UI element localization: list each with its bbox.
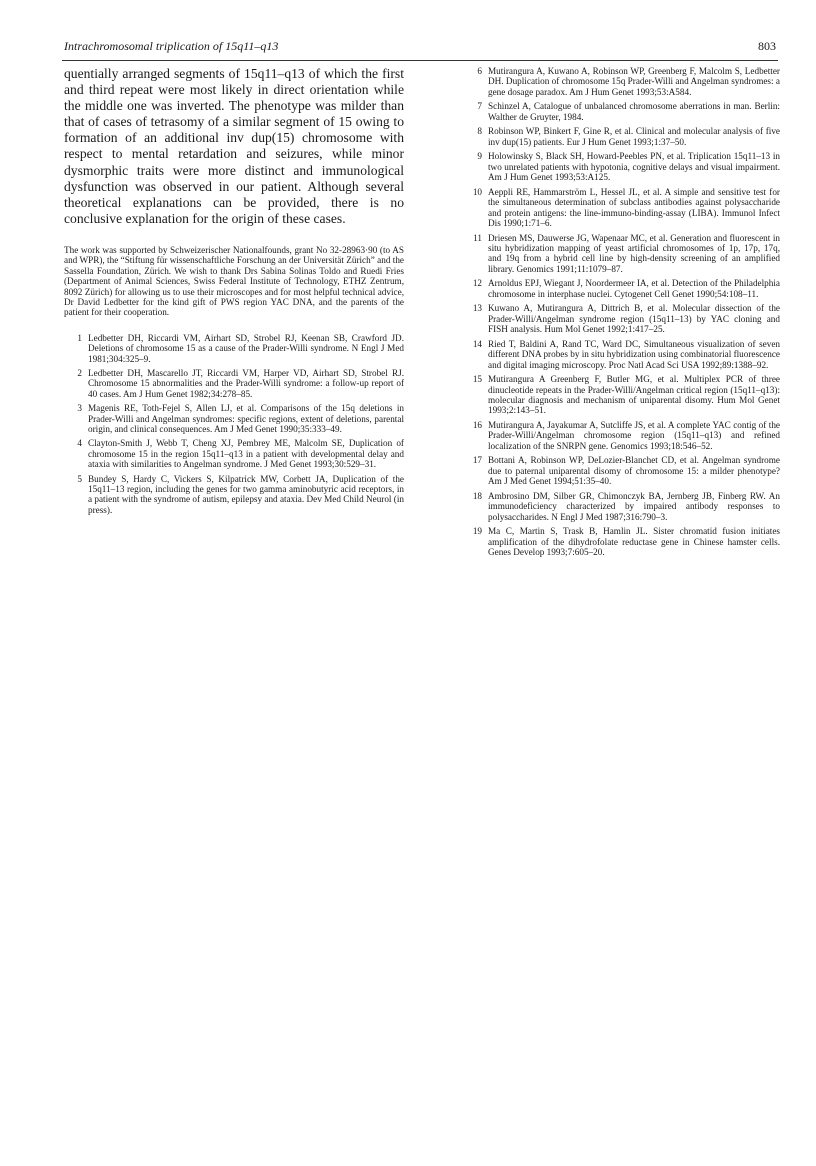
- reference-text: Magenis RE, Toth-Fejel S, Allen LJ, et al. Comparisons of the 15q deletions in Prader-Willi and Angelman syndromes: specific regions, extent of deletions, parental origin, and clinical consequences. Am J Med Genet 1990;35:333–49.: [88, 403, 404, 435]
- reference-number: 6: [477, 66, 482, 76]
- reference-text: Driesen MS, Dauwerse JG, Wapenaar MC, et al. Generation and fluorescent in situ hybridization mapping of yeast artificial chromosomes of 1p, 17p, 17q, and 19q from a hybrid cell line by high-density screening of an amplified library. Genomics 1991;11:1079–87.: [488, 232, 780, 274]
- reference-number: 15: [472, 374, 482, 385]
- reference-number: 16: [472, 420, 482, 431]
- reference-text: Mutirangura A, Jayakumar A, Sutcliffe JS, et al. A complete YAC contig of the Prader-Willi/Angelman chromosome region (15q11–q13) and refined localization of the SNRPN gene. Genomics 1993;18:546–52.: [488, 420, 780, 451]
- reference-item: [464, 151, 780, 182]
- reference-text: Mutirangura A, Kuwano A, Robinson WP, Greenberg F, Malcolm S, Ledbetter DH. Duplication of chromosome 15q Prader-Willi and Angelman syndromes: a gene dosage paradox. Am J Hum Genet 1993;53:A584.: [488, 66, 780, 97]
- reference-number: 3: [77, 403, 82, 414]
- reference-item: [64, 438, 404, 469]
- running-header: [62, 38, 778, 61]
- body-paragraph: quentially arranged segments of 15q11–q13 of which the first and third repeat were most likely in direct orientation while the middle one was inverted. The phenotype was milder than that of cases of tetrasomy of a similar segment of 15 owing to formation of an additional inv dup(15) chromosome with respect to mental retardation and seizures, while minor dysmorphic traits were more distinct and immunological dysfunction was observed in our patient. Although several theoretical explanations can be provided, there is no conclusive explanation for the origin of these cases.: [64, 66, 404, 226]
- reference-text: Bundey S, Hardy C, Vickers S, Kilpatrick MW, Corbett JA, Duplication of the 15q11–13 region, including the genes for two gamma aminobutyric acid receptors, in a patient with the syndrome of autism, epilepsy and ataxia. Dev Med Child Neurol (in press).: [88, 473, 404, 515]
- acknowledgement: The work was supported by Schweizerischer Nationalfounds, grant No 32-28963·90 (to AS and WPR), the “Stiftung für wissenschaftliche Forschung an der Universität Zürich” and the Sassella Foundation, Zürich. We wish to thank Drs Sabina Solinas Toldo and Ruedi Fries (Department of Animal Sciences, Swiss Federal Institute of Technology, ETHZ Zentrum, 8092 Zürich) for allowing us to use their microscopes and for most helpful technical advice, Dr David Ledbetter for the kind gift of PWS region YAC DNA, and the parents of the patient for their cooperation.: [64, 244, 404, 318]
- reference-text: Ledbetter DH, Mascarello JT, Riccardi VM, Harper VD, Airhart SD, Strobel RJ. Chromosome 15 abnormalities and the Prader-Willi syndrome: a follow-up report of 40 cases. Am J Hum Genet 1982;34:278–85.: [88, 368, 404, 399]
- reference-text: Holowinsky S, Black SH, Howard-Peebles PN, et al. Triplication 15q11–13 in two unrelated patients with hypotonia, cognitive delays and visual impairment. Am J Hum Genet 1993;53:A125.: [488, 151, 780, 183]
- reference-list-right: [464, 66, 780, 558]
- reference-number: 5: [77, 473, 82, 484]
- reference-number: 12: [472, 278, 482, 289]
- running-title: Intrachromosomal triplication of 15q11–q13: [64, 39, 279, 53]
- reference-item: [464, 339, 780, 370]
- reference-text: Arnoldus EPJ, Wiegant J, Noordermeer IA, et al. Detection of the Philadelphia chromosome in interphase nuclei. Cytogenet Cell Genet 1990;54:108–11.: [488, 278, 780, 299]
- reference-number: 4: [77, 438, 82, 449]
- reference-item: [64, 403, 404, 434]
- reference-text: Schinzel A, Catalogue of unbalanced chromosome aberrations in man. Berlin: Walther de Gruyter, 1984.: [488, 101, 780, 122]
- reference-number: 2: [77, 368, 82, 378]
- reference-item: [64, 474, 404, 516]
- reference-text: Ma C, Martin S, Trask B, Hamlin JL. Sister chromatid fusion initiates amplification of the dihydrofolate reductase gene in Chinese hamster cells. Genes Develop 1993;7:605–20.: [488, 526, 780, 558]
- reference-text: Mutirangura A Greenberg F, Butler MG, et al. Multiplex PCR of three dinucleotide repeats in the Prader-Willi/Angelman critical region (15q11–q13): molecular diagnosis and mechanism of uniparental disomy. Hum Mol Genet 1993;2:143–51.: [488, 374, 780, 416]
- reference-item: [464, 126, 780, 147]
- reference-text: Aeppli RE, Hammarström L, Hessel JL, et al. A simple and sensitive test for the simultaneous determination of subclass antibodies against polysaccharide and protein antigens: the line-immuno-binding-assay (LIBA). Immunol Infect Dis 1990;1:71–6.: [488, 186, 780, 229]
- reference-item: [464, 278, 780, 299]
- reference-item: [464, 420, 780, 451]
- reference-list-left: [64, 333, 404, 516]
- reference-number: 18: [472, 490, 482, 501]
- reference-text: Ledbetter DH, Riccardi VM, Airhart SD, Strobel RJ, Keenan SB, Crawford JD. Deletions of chromosome 15 as a cause of the Prader-Willi syndrome. N Engl J Med 1981;304:325–9.: [88, 332, 404, 364]
- right-column: [464, 66, 780, 562]
- page-number: 803: [758, 39, 776, 53]
- reference-item: [464, 526, 780, 557]
- reference-number: 14: [472, 338, 482, 349]
- reference-text: Bottani A, Robinson WP, DeLozier-Blanchet CD, et al. Angelman syndrome due to paternal uniparental disomy of chromosome 15: a milder phenotype? Am J Med Genet 1994;51:35–40.: [488, 455, 780, 487]
- reference-item: [64, 333, 404, 364]
- reference-number: 17: [472, 455, 482, 466]
- reference-number: 19: [472, 526, 482, 537]
- reference-text: Clayton-Smith J, Webb T, Cheng XJ, Pembrey ME, Malcolm SE, Duplication of chromosome 15 in the region 15q11–q13 in a patient with developmental delay and ataxia with similarities to Angelman syndrome. J Med Genet 1993;30:529–31.: [88, 438, 404, 470]
- reference-text: Kuwano A, Mutirangura A, Dittrich B, et al. Molecular dissection of the Prader-Willi/Angelman syndrome region (15q11–13) by YAC cloning and FISH analysis. Hum Mol Genet 1992;1:417–25.: [488, 303, 780, 335]
- reference-number: 9: [477, 151, 482, 162]
- reference-item: [464, 233, 780, 275]
- reference-item: [464, 101, 780, 122]
- reference-item: [464, 491, 780, 522]
- left-column: [64, 66, 404, 519]
- reference-number: 7: [477, 101, 482, 112]
- reference-number: 10: [472, 186, 482, 197]
- reference-number: 13: [472, 303, 482, 314]
- reference-text: Robinson WP, Binkert F, Gine R, et al. Clinical and molecular analysis of five inv dup(15) patients. Eur J Hum Genet 1993;1:37–50.: [488, 126, 780, 147]
- reference-text: Ambrosino DM, Silber GR, Chimonczyk BA, Jernberg JB, Finberg RW. An immunodeficiency characterized by impaired antibody responses to polysaccharides. N Engl J Med 1987;316:790–3.: [488, 490, 780, 522]
- reference-number: 8: [477, 126, 482, 137]
- reference-item: [464, 455, 780, 486]
- reference-number: 1: [77, 332, 82, 343]
- reference-item: [64, 368, 404, 399]
- reference-item: [464, 187, 780, 229]
- reference-item: [464, 374, 780, 416]
- reference-item: [464, 66, 780, 97]
- reference-number: 11: [473, 232, 482, 243]
- reference-text: Ried T, Baldini A, Rand TC, Ward DC, Simultaneous visualization of seven different DNA probes by in situ hybridization using combinatorial fluorescence and digital imaging microscopy. Proc Natl Acad Sci USA 1992;89:1388–92.: [488, 338, 780, 370]
- reference-item: [464, 303, 780, 334]
